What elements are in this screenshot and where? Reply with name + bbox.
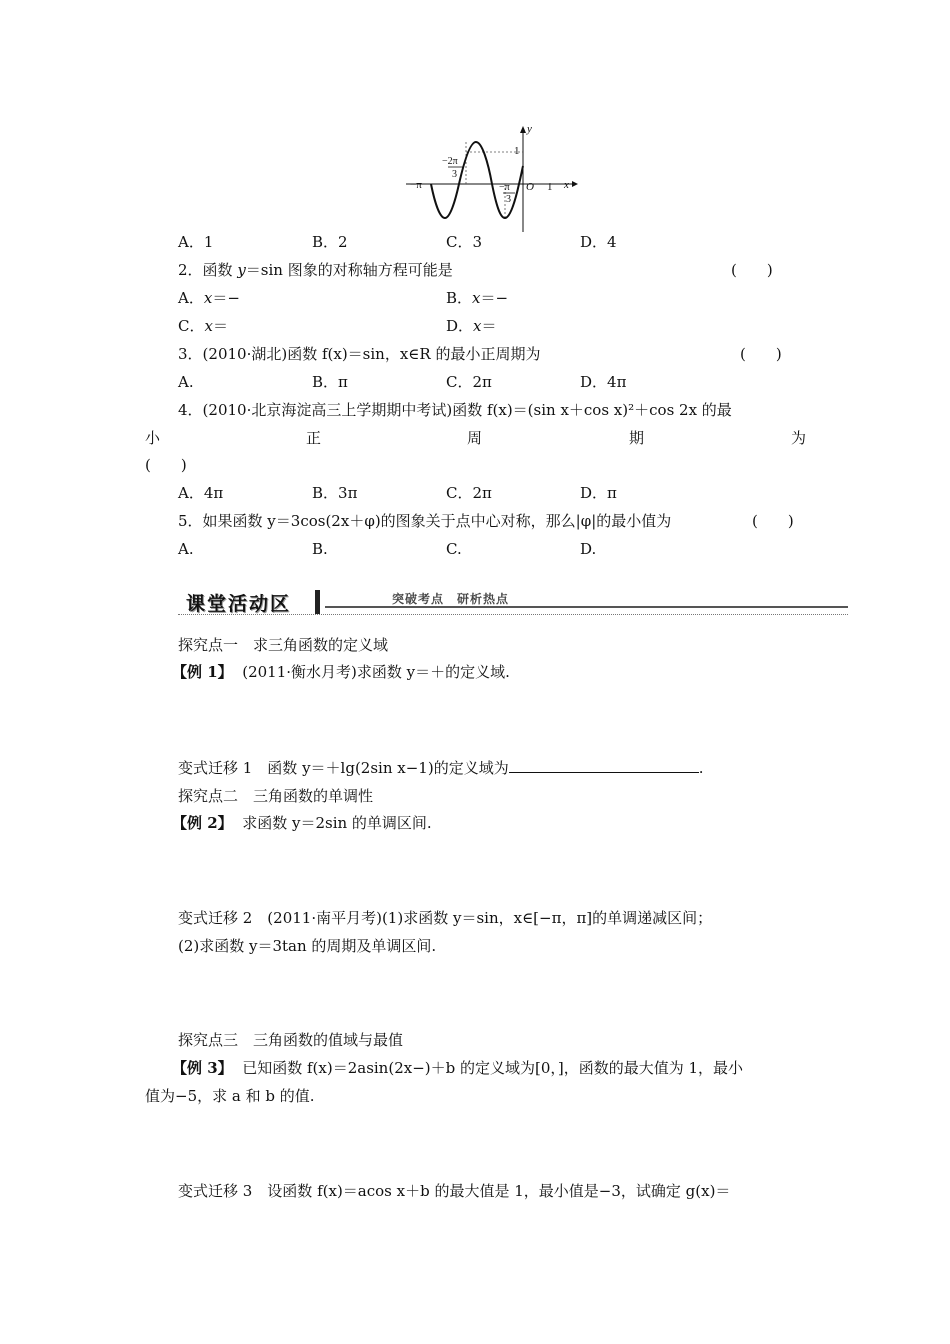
q3-question: 3．(2010·湖北)函数 f(x)＝sin，x∈R 的最小正周期为 [178,345,541,363]
q4-option-a: A．4π [178,484,224,502]
q5-option-b: B. [312,540,328,558]
banner-title: 课堂活动区 [186,593,292,615]
tick-label-neg-2pi3-num: −2π [442,156,458,167]
q2-answer-paren: ( ) [731,261,773,279]
banner-rule [325,606,848,608]
q5-question: 5．如果函数 y＝3cos(2x＋φ)的图象关于点中心对称，那么|φ|的最小值为 [178,512,672,530]
q2-option-a: A．x＝− [178,289,240,307]
tick-label-x1: 1 [547,181,553,193]
q4-word-2: 正 [306,429,322,447]
tick-label-neg-pi3-den: 3 [506,194,511,205]
x-axis-label: x [564,179,569,191]
section-banner [178,588,850,616]
q1-option-b: B．2 [312,233,348,251]
q3-option-c: C．2π [446,373,492,391]
q3-option-d: D．4π [580,373,627,391]
q3-option-a: A. [178,373,194,391]
q4-word-5: 为 [791,429,807,447]
banner-divider-bar [315,590,320,614]
tick-label-y1: 1 [514,145,520,157]
q1-option-a: A．1 [178,233,214,251]
tick-label-neg-2pi3-den: 3 [452,169,457,180]
example-3-line-1: 【例 3】 已知函数 f(x)＝2asin(2x−)＋b 的定义域为[0，]，函数的最大值为 1，最小 [172,1059,744,1077]
variation-1: 变式迁移 1 函数 y＝＋lg(2sin x−1)的定义域为 . [178,759,704,777]
point-2-heading: 探究点二 三角函数的单调性 [178,787,374,805]
q2-option-c: C．x＝ [178,317,228,335]
q1-option-c: C．3 [446,233,483,251]
q4-question: 4．(2010·北京海淀高三上学期期中考试)函数 f(x)＝(sin x＋cos x)²＋cos 2x 的最 [178,401,732,419]
q4-word-4: 期 [629,429,645,447]
sine-graph [404,122,584,234]
banner-dotted-rule [178,614,848,615]
y-axis-label: y [527,123,532,135]
y-axis-arrow [520,126,526,133]
q2-option-b: B．x＝− [446,289,509,307]
q5-option-c: C. [446,540,462,558]
variation-2-line-1: 变式迁移 2 (2011·南平月考)(1)求函数 y＝sin，x∈[−π，π]的单调递减区间； [178,909,713,927]
sine-curve [431,142,523,218]
q4-word-1: 小 [145,429,161,447]
origin-label: O [526,181,534,193]
q4-word-3: 周 [467,429,483,447]
example-1: 【例 1】 (2011·衡水月考)求函数 y＝＋的定义域. [172,663,510,681]
point-3-heading: 探究点三 三角函数的值域与最值 [178,1031,404,1049]
example-3-line-2: 值为−5，求 a 和 b 的值. [145,1087,315,1105]
q5-option-a: A. [178,540,194,558]
point-1-heading: 探究点一 求三角函数的定义域 [178,636,389,654]
example-2: 【例 2】 求函数 y＝2sin 的单调区间. [172,814,432,832]
q3-option-b: B．π [312,373,348,391]
q5-answer-paren: ( ) [752,512,794,530]
variation-2-line-2: (2)求函数 y＝3tan 的周期及单调区间. [178,937,437,955]
banner-subtitle: 突破考点 研析热点 [392,592,510,606]
answer-blank[interactable] [509,758,699,773]
tick-label-neg-pi3-num: −π [499,182,510,193]
variation-3-line-1: 变式迁移 3 设函数 f(x)＝acos x＋b 的最大值是 1，最小值是−3，试确定 g(x)＝ [178,1182,731,1200]
q2-question: 2．函数 y＝sin 图象的对称轴方程可能是 [178,261,453,279]
q4-option-c: C．2π [446,484,492,502]
q3-answer-paren: ( ) [740,345,782,363]
q4-option-b: B．3π [312,484,358,502]
q4-answer-paren: ( ) [145,456,187,474]
q2-option-d: D．x＝ [446,317,497,335]
q1-option-d: D．4 [580,233,617,251]
tick-label-neg-pi: −π [410,179,422,191]
q4-option-d: D．π [580,484,617,502]
x-axis-arrow [572,181,578,187]
q5-option-d: D. [580,540,597,558]
